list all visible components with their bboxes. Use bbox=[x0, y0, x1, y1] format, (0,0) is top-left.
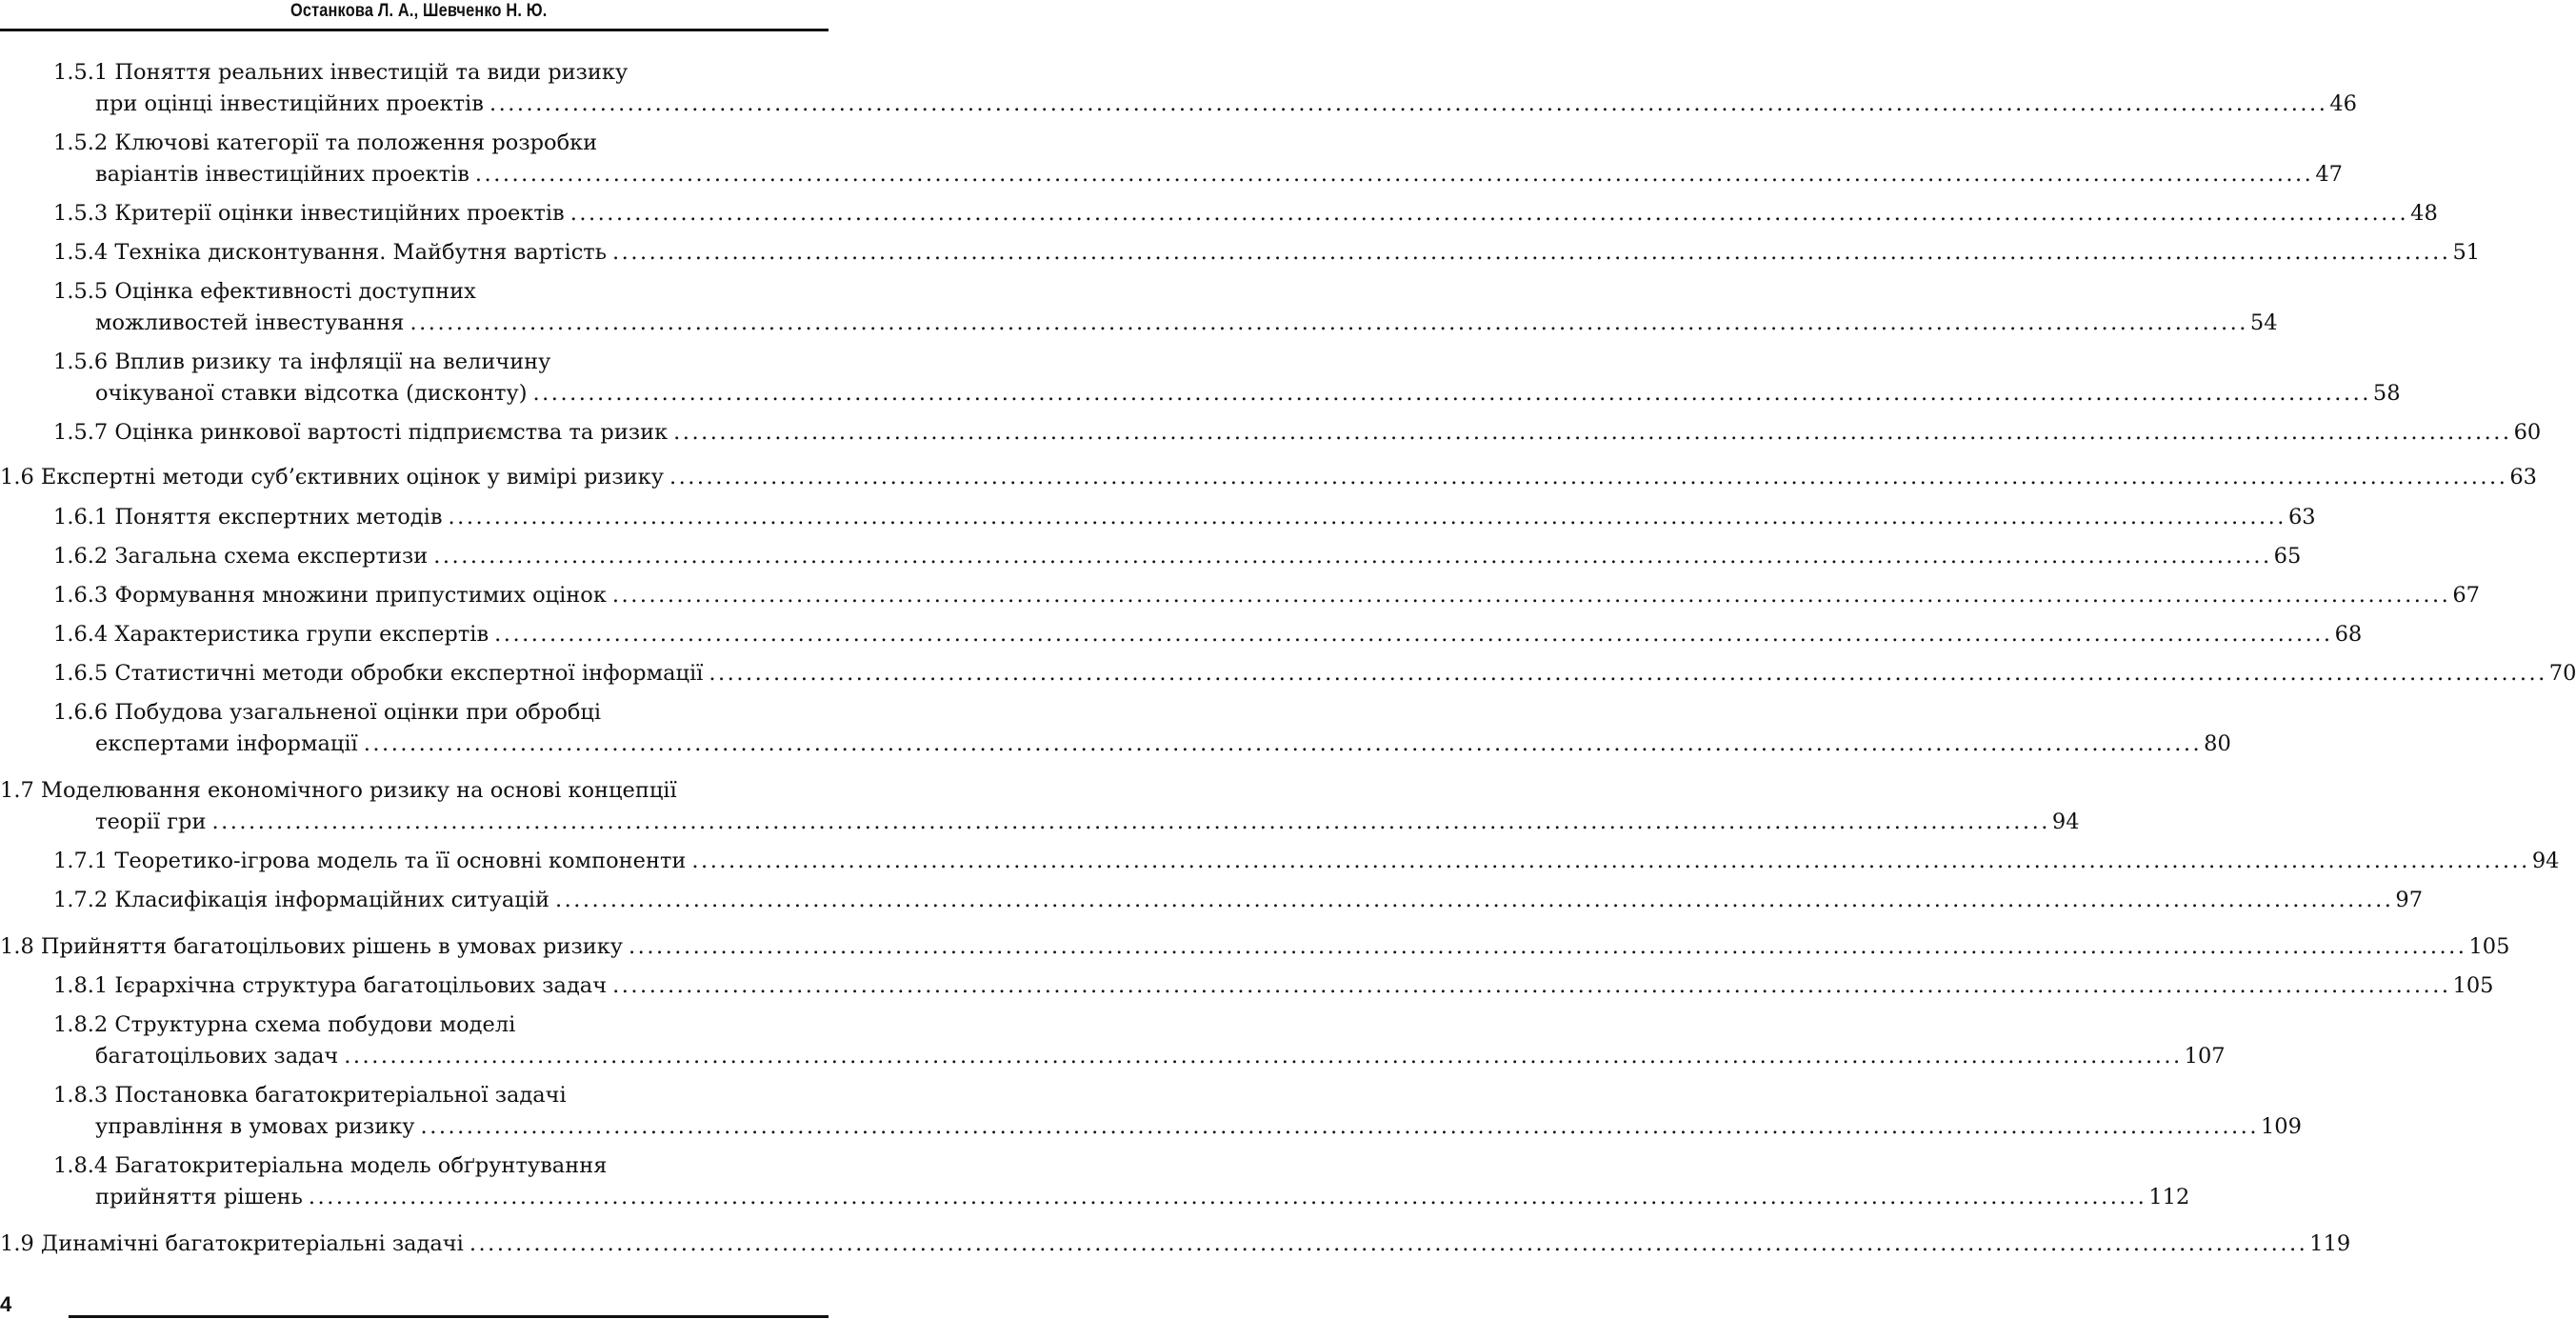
toc-entry-line-first bbox=[53, 347, 848, 377]
toc-entry-title: 1.8.3 Постановка багатокритеріальної задачі bbox=[53, 1083, 567, 1108]
toc-page-number: 60 bbox=[2513, 420, 2542, 445]
toc-leader-dots: ........................................................................................................................................................................................................ bbox=[489, 91, 2328, 116]
toc-entry-line-first bbox=[53, 57, 848, 88]
toc-entry-title: 1.5.7 Оцінка ринкової вартості підприємства та ризик bbox=[53, 420, 669, 445]
toc-page-number: 97 bbox=[2395, 888, 2424, 912]
toc-entry-line-first bbox=[53, 1009, 848, 1040]
toc-entry-line-first bbox=[53, 697, 848, 728]
toc-entry-line bbox=[53, 846, 2560, 876]
toc-entry-title: 1.6.3 Формування множини припустимих оцінок bbox=[53, 583, 607, 608]
toc-leader-dots: ........................................................................................................................................................................................................ bbox=[612, 973, 2451, 998]
toc-entry-line-first bbox=[53, 276, 848, 307]
toc-page-number: 54 bbox=[2249, 310, 2278, 335]
toc-leader-dots: ........................................................................................................................................................................................................ bbox=[409, 310, 2248, 335]
toc-leader-dots: ........................................................................................................................................................................................................ bbox=[308, 1185, 2147, 1209]
toc-entry-title: прийняття рішень bbox=[95, 1185, 303, 1209]
toc-entry-line bbox=[95, 159, 2343, 190]
toc-entry-title: можливостей інвестування bbox=[95, 310, 405, 335]
toc-leader-dots: ........................................................................................................................................................................................................ bbox=[344, 1044, 2183, 1069]
toc-leader-dots: ........................................................................................................................................................................................................ bbox=[611, 583, 2451, 608]
toc-entry-line bbox=[53, 541, 2302, 571]
toc-leader-dots: ........................................................................................................................................................................................................ bbox=[612, 240, 2451, 265]
toc-page-number: 47 bbox=[2315, 162, 2343, 187]
toc-page-number: 68 bbox=[2334, 622, 2363, 647]
toc-entry-title: 1.9 Динамічні багатокритеріальні задачі bbox=[0, 1231, 464, 1256]
footer-rule bbox=[69, 1315, 829, 1318]
toc-entry-title: 1.6.6 Побудова узагальненої оцінки при обробці bbox=[53, 700, 602, 725]
toc-page-number: 70 bbox=[2548, 661, 2576, 686]
toc-page-number: 94 bbox=[2051, 809, 2080, 834]
toc-entry-title: 1.6 Експертні методи суб’єктивних оцінок у вимірі ризику bbox=[0, 465, 664, 490]
toc-leader-dots: ........................................................................................................................................................................................................ bbox=[532, 381, 2371, 406]
toc-leader-dots: ........................................................................................................................................................................................................ bbox=[673, 420, 2512, 445]
toc-entry-line bbox=[53, 580, 2480, 610]
toc-leader-dots: ........................................................................................................................................................................................................ bbox=[629, 934, 2467, 959]
toc-entry-line bbox=[0, 462, 2537, 492]
toc-entry-line bbox=[95, 308, 2278, 338]
toc-entry-title: варіантів інвестиційних проектів bbox=[95, 162, 469, 187]
toc-entry-line bbox=[53, 417, 2542, 448]
toc-page-number: 48 bbox=[2410, 201, 2438, 226]
toc-leader-dots: ........................................................................................................................................................................................................ bbox=[474, 162, 2314, 187]
toc-entry-line bbox=[53, 198, 2438, 229]
toc-entry-title: 1.8.4 Багатокритеріальна модель обґрунтування bbox=[53, 1153, 608, 1178]
toc-leader-dots: ........................................................................................................................................................................................................ bbox=[420, 1114, 2259, 1139]
toc-leader-dots: ........................................................................................................................................................................................................ bbox=[569, 201, 2409, 226]
toc-leader-dots: ........................................................................................................................................................................................................ bbox=[691, 849, 2530, 873]
toc-entry-line bbox=[53, 619, 2363, 650]
toc-entry-title: 1.6.4 Характеристика групи експертів bbox=[53, 622, 489, 647]
toc-page-number: 105 bbox=[2452, 973, 2494, 998]
toc-entry-title: експертами інформації bbox=[95, 731, 358, 756]
toc-entry-line bbox=[95, 378, 2401, 409]
toc-entry-title: 1.6.2 Загальна схема експертизи bbox=[53, 544, 429, 569]
toc-leader-dots: ........................................................................................................................................................................................................ bbox=[211, 809, 2050, 834]
toc-entry-title: 1.5.4 Техніка дисконтування. Майбутня вартість bbox=[53, 240, 608, 265]
toc-page-number: 46 bbox=[2329, 91, 2357, 116]
toc-entry-line bbox=[53, 237, 2481, 268]
toc-entry-line-first bbox=[53, 1080, 848, 1110]
toc-entry-title: 1.6.5 Статистичні методи обробки експертної інформації bbox=[53, 661, 704, 686]
toc-leader-dots: ........................................................................................................................................................................................................ bbox=[554, 888, 2394, 912]
toc-page-number: 112 bbox=[2148, 1185, 2190, 1209]
toc-entry-title: багатоцільових задач bbox=[95, 1044, 339, 1069]
toc-entry-line bbox=[95, 807, 2080, 837]
toc-leader-dots: ........................................................................................................................................................................................................ bbox=[448, 505, 2286, 530]
toc-entry-title: управління в умовах ризику bbox=[95, 1114, 415, 1139]
toc-entry-line bbox=[95, 729, 2231, 759]
toc-page-number: 65 bbox=[2273, 544, 2302, 569]
toc-page-number: 105 bbox=[2468, 934, 2510, 959]
toc-page-number: 51 bbox=[2452, 240, 2481, 265]
toc-entry-title: 1.5.1 Поняття реальних інвестицій та види ризику bbox=[53, 60, 629, 85]
header-authors: Останкова Л. А., Шевченко Н. Ю. bbox=[290, 1, 548, 21]
toc-leader-dots: ........................................................................................................................................................................................................ bbox=[669, 465, 2508, 490]
toc-entry-title: 1.8.2 Структурна схема побудови моделі bbox=[53, 1012, 516, 1037]
toc-entry-title: 1.7.2 Класифікація інформаційних ситуацій bbox=[53, 888, 549, 912]
toc-entry-line bbox=[53, 885, 2424, 915]
toc-entry-title: 1.5.6 Вплив ризику та інфляції на величину bbox=[53, 350, 551, 374]
toc-entry-title: 1.5.5 Оцінка ефективності доступних bbox=[53, 279, 476, 304]
toc-entry-title: при оцінці інвестиційних проектів bbox=[95, 91, 484, 116]
toc-leader-dots: ........................................................................................................................................................................................................ bbox=[433, 544, 2272, 569]
toc-entry-line bbox=[95, 1111, 2302, 1142]
toc-entry-line bbox=[95, 1182, 2190, 1212]
toc-page-number: 80 bbox=[2204, 731, 2231, 756]
toc-page-number: 107 bbox=[2184, 1044, 2226, 1069]
toc-leader-dots: ........................................................................................................................................................................................................ bbox=[494, 622, 2333, 647]
toc-entry-line bbox=[0, 1229, 2351, 1259]
toc-entry-title: 1.8.1 Ієрархічна структура багатоцільових задач bbox=[53, 973, 608, 998]
toc-entry-line-first bbox=[53, 1150, 848, 1181]
toc-page-number: 63 bbox=[2287, 505, 2316, 530]
toc-entry-line-first bbox=[53, 128, 848, 158]
toc-entry-line bbox=[53, 658, 2576, 689]
toc-entry-line bbox=[53, 502, 2316, 532]
toc-entry-title: очікуваної ставки відсотка (дисконту) bbox=[95, 381, 528, 406]
toc-entry-title: 1.7.1 Теоретико-ігрова модель та її основні компоненти bbox=[53, 849, 687, 873]
toc-page-number: 94 bbox=[2531, 849, 2560, 873]
toc-leader-dots: ........................................................................................................................................................................................................ bbox=[363, 731, 2203, 756]
toc-entry-title: 1.7 Моделювання економічного ризику на основі концепції bbox=[0, 778, 677, 803]
toc-entry-line bbox=[53, 970, 2494, 1001]
toc-page-number: 109 bbox=[2260, 1114, 2302, 1139]
toc-entry-title: 1.5.3 Критерії оцінки інвестиційних проектів bbox=[53, 201, 565, 226]
toc-entry-title: 1.6.1 Поняття експертних методів bbox=[53, 505, 443, 530]
toc-entry-line bbox=[95, 1041, 2226, 1071]
page-number: 4 bbox=[0, 1292, 12, 1316]
toc-entry-line bbox=[95, 89, 2357, 119]
toc-page-number: 58 bbox=[2372, 381, 2401, 406]
toc-entry-title: теорії гри bbox=[95, 809, 207, 834]
toc-leader-dots: ........................................................................................................................................................................................................ bbox=[709, 661, 2547, 686]
toc-leader-dots: ........................................................................................................................................................................................................ bbox=[469, 1231, 2308, 1256]
toc-page-number: 67 bbox=[2452, 583, 2480, 608]
toc-page-number: 119 bbox=[2309, 1231, 2351, 1256]
toc-entry-line-first bbox=[0, 775, 848, 806]
toc-entry-line bbox=[0, 931, 2510, 962]
toc-entry-title: 1.5.2 Ключові категорії та положення розробки bbox=[53, 130, 598, 155]
toc-page-number: 63 bbox=[2509, 465, 2537, 490]
toc-entry-title: 1.8 Прийняття багатоцільових рішень в умовах ризику bbox=[0, 934, 624, 959]
